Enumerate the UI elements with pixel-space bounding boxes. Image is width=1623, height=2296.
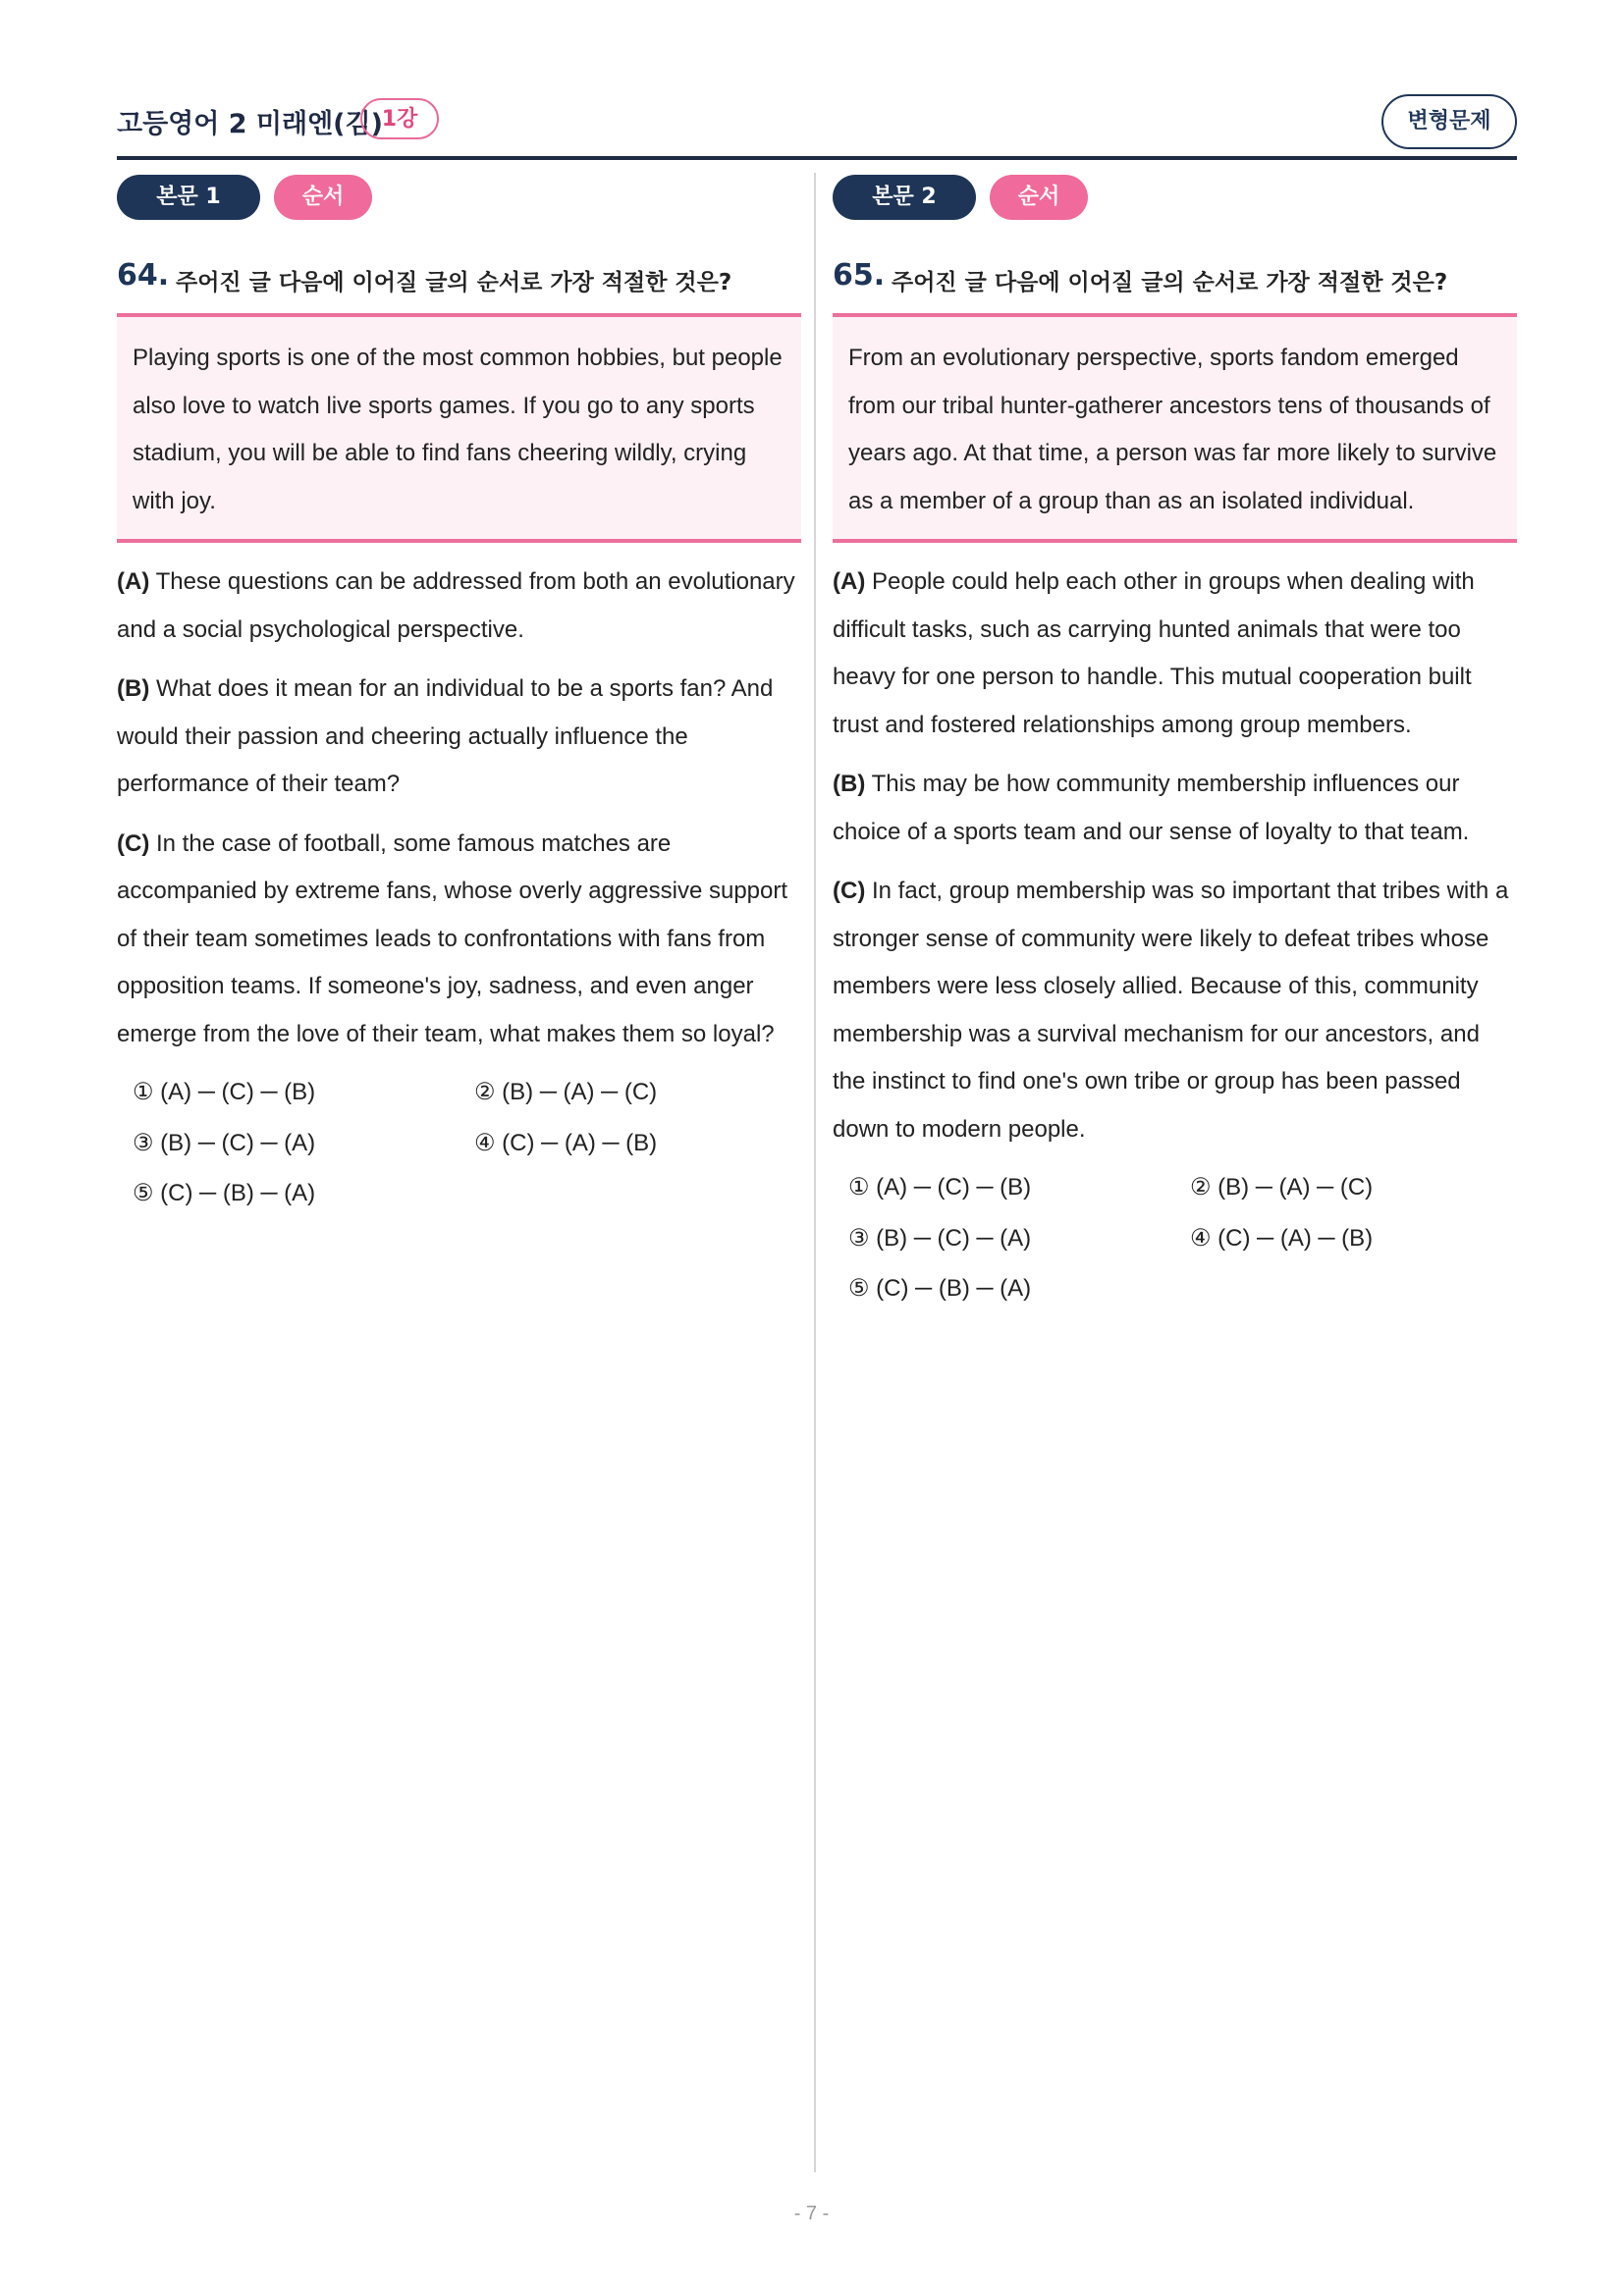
header-divider <box>117 156 1517 160</box>
option-4[interactable]: ④ (C) ─ (A) ─ (B) <box>474 1130 658 1156</box>
question-65-column <box>833 173 1517 1302</box>
part-text: In the case of football, some famous matches are accompanied by extreme fans, whose overly aggressive support of their team sometimes leads to confrontations with fans from opposition teams. If someone's joy, sadness, and even anger emerge from the love of their team, what makes them so loyal? <box>117 829 788 1047</box>
lesson-badge: 1강 <box>360 98 439 139</box>
option-3[interactable]: ③ (B) ─ (C) ─ (A) <box>133 1130 316 1156</box>
type-tag: 순서 <box>990 175 1088 220</box>
question-number: 64. <box>117 258 170 293</box>
variant-badge: 변형문제 <box>1381 94 1517 149</box>
tag-row <box>833 173 1517 222</box>
book-title: 고등영어 2 미래엔(김) <box>117 109 383 139</box>
page-number: - 7 - <box>793 2203 830 2224</box>
given-passage <box>117 313 801 543</box>
page-header <box>117 94 1517 157</box>
passage-tag: 본문 1 <box>117 175 260 220</box>
part-label: (B) <box>833 771 866 797</box>
question-prompt: 주어진 글 다음에 이어질 글의 순서로 가장 적절한 것은? <box>176 270 732 295</box>
option-5[interactable]: ⑤ (C) ─ (B) ─ (A) <box>848 1275 1032 1302</box>
passage-parts <box>117 559 801 1058</box>
part-c <box>833 868 1517 1153</box>
question-heading <box>833 258 1517 297</box>
option-5[interactable]: ⑤ (C) ─ (B) ─ (A) <box>133 1180 316 1206</box>
part-text: In fact, group membership was so important that tribes with a stronger sense of community were likely to defeat tribes whose members were less closely allied. Because of this, community membership was a survival mechanism for our ancestors, and the instinct to find one's own tribe or group has been passed down to modern people. <box>833 878 1509 1143</box>
question-number: 65. <box>833 258 886 293</box>
type-tag: 순서 <box>274 175 372 220</box>
part-label: (A) <box>833 568 866 595</box>
passage-parts <box>833 559 1517 1153</box>
option-1[interactable]: ① (A) ─ (C) ─ (B) <box>133 1079 316 1105</box>
part-text: What does it mean for an individual to be a sports fan? And would their passion and cheering actually influence the performance of their team? <box>117 675 774 797</box>
answer-options <box>117 1078 801 1206</box>
question-heading <box>117 258 801 297</box>
part-c <box>117 821 801 1059</box>
part-text: People could help each other in groups when dealing with difficult tasks, such as carrying hunted animals that were too heavy for one person to handle. This mutual cooperation built trust and fostered relationships among group members. <box>833 568 1475 738</box>
part-a <box>117 559 801 654</box>
given-passage <box>833 313 1517 543</box>
option-3[interactable]: ③ (B) ─ (C) ─ (A) <box>848 1225 1032 1252</box>
part-label: (C) <box>833 878 866 904</box>
part-label: (B) <box>117 675 150 702</box>
passage-text: From an evolutionary perspective, sports fandom emerged from our tribal hunter-gatherer ancestors tens of thousands of years ago. At that time, a person was far more likely to survive as a member of a group than as an isolated individual. <box>848 345 1497 514</box>
passage-text: Playing sports is one of the most common hobbies, but people also love to watch live sports games. If you go to any sports stadium, you will be able to find fans cheering wildly, crying with joy. <box>133 345 783 514</box>
part-b <box>117 666 801 809</box>
answer-options <box>833 1173 1517 1302</box>
tag-row <box>117 173 801 222</box>
passage-tag: 본문 2 <box>833 175 976 220</box>
part-label: (A) <box>117 568 150 595</box>
part-label: (C) <box>117 829 150 857</box>
option-2[interactable]: ② (B) ─ (A) ─ (C) <box>474 1079 658 1105</box>
part-text: This may be how community membership influences our choice of a sports team and our sense of loyalty to that team. <box>833 771 1470 845</box>
question-64-column <box>117 173 801 1206</box>
option-4[interactable]: ④ (C) ─ (A) ─ (B) <box>1190 1225 1374 1252</box>
option-2[interactable]: ② (B) ─ (A) ─ (C) <box>1190 1174 1374 1201</box>
part-text: These questions can be addressed from both an evolutionary and a social psychological perspective. <box>117 568 795 643</box>
option-1[interactable]: ① (A) ─ (C) ─ (B) <box>848 1174 1032 1201</box>
part-b <box>833 761 1517 856</box>
column-divider <box>814 173 816 2172</box>
question-prompt: 주어진 글 다음에 이어질 글의 순서로 가장 적절한 것은? <box>892 270 1448 295</box>
part-a <box>833 559 1517 749</box>
